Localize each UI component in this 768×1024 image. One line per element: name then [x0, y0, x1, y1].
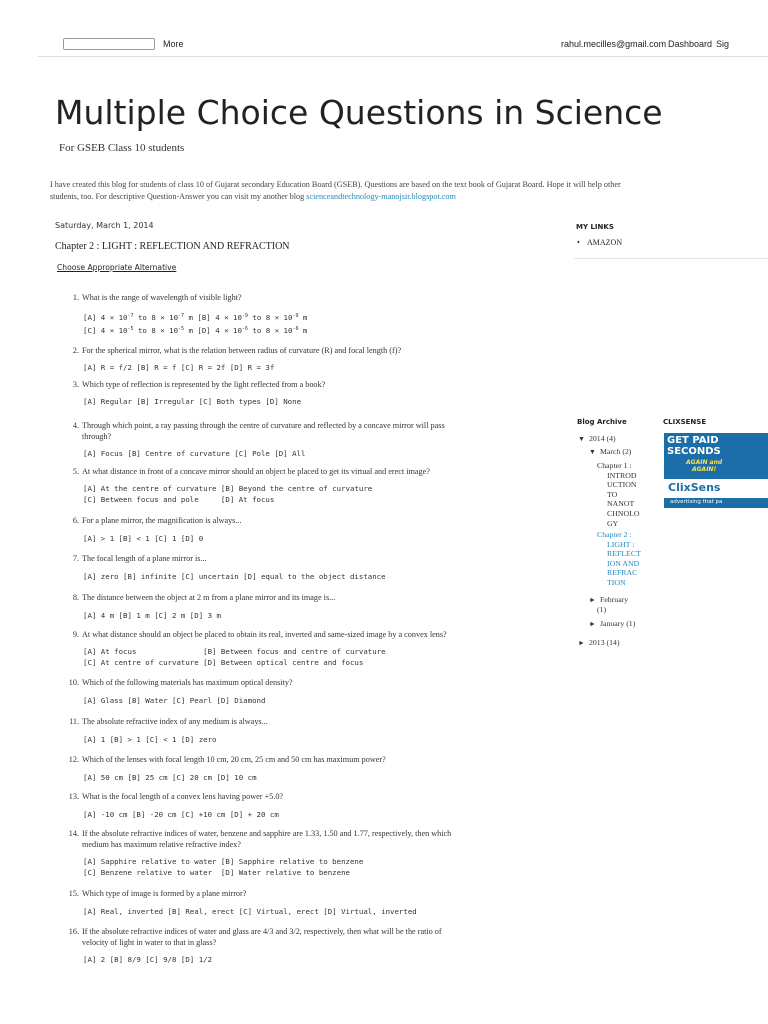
post-title[interactable]: Chapter 2 : LIGHT : REFLECTION AND REFRACTION — [55, 241, 290, 252]
question-options: [A] zero [B] infinite [C] uncertain [D] equal to the object distance — [83, 572, 386, 581]
question-item — [60, 420, 540, 460]
question-options: [A] 1 [B] > 1 [C] < 1 [D] zero — [83, 735, 217, 744]
clixsense-title: CLIXSENSE — [663, 418, 707, 426]
question-options: [A] At focus [B] Between focus and centre of curvature — [83, 647, 386, 656]
question-number: 1. — [72, 293, 79, 302]
blog-archive-title: Blog Archive — [577, 418, 627, 426]
question-item — [60, 791, 540, 821]
intro-text — [50, 179, 768, 203]
question-text: 8. The distance between the object at 2 m from a plane mirror and its image is... — [72, 593, 336, 602]
blogger-navbar — [0, 0, 768, 88]
archive-year-2014[interactable]: ▼ 2014 (4) — [578, 434, 616, 443]
question-options: [A] Real, inverted [B] Real, erect [C] Virtual, erect [D] Virtual, inverted — [83, 907, 417, 916]
question-options: [A] At the centre of curvature [B] Beyond the centre of curvature — [83, 484, 373, 493]
question-text: 9. At what distance should an object be placed to obtain its real, inverted and same-sized image by a convex lens? — [72, 630, 447, 639]
question-options: [A] Glass [B] Water [C] Pearl [D] Diamond — [83, 696, 266, 705]
sign-out-link[interactable]: Sig — [716, 39, 730, 49]
question-item — [60, 345, 540, 374]
question-text: 2. For the spherical mirror, what is the relation between radius of curvature (R) and focal length (f)? — [72, 346, 402, 355]
triangle-right-icon[interactable]: ► — [589, 596, 596, 604]
another-blog-link[interactable]: scienceandtechnology-manojsir.blogspot.com — [306, 192, 456, 201]
question-options: [A] Regular [B] Irregular [C] Both types [D] None — [83, 397, 302, 406]
archive-month-january[interactable]: ► January (1) — [589, 619, 636, 628]
link-item-amazon[interactable] — [577, 238, 622, 247]
post-subtitle: Choose Appropriate Alternative — [57, 263, 177, 272]
question-text: 3. Which type of reflection is represented by the light reflected from a book? — [72, 380, 326, 389]
question-text: 14. If the absolute refractive indices of water, benzene and sapphire are 1.33, 1.50 and 1.77, respectively, then which medium has maximum relative refractive index? — [68, 829, 452, 849]
clixsense-logo: ClixSens — [668, 481, 721, 494]
intro-line-1: I have created this blog for students of class 10 of Gujarat secondary Education Board (GSEB). Questions are based on the text book of Gujarat Board. Hope it will help other — [50, 180, 621, 189]
navbar-divider — [38, 56, 768, 57]
question-text: 12. Which of the lenses with focal length 10 cm, 20 cm, 25 cm and 50 cm has maximum power? — [68, 755, 386, 764]
question-text: 10. Which of the following materials has maximum optical density? — [68, 678, 293, 687]
user-email: rahul.mecilles@gmail.com — [561, 39, 667, 49]
dashboard-link[interactable]: Dashboard — [668, 39, 713, 49]
question-text: 16. If the absolute refractive indices of water and glass are 4/3 and 3/2, respectively, then what will be the ratio of velocity of light in water to that in glass? — [68, 927, 442, 947]
question-text: 5. At what distance in front of a concave mirror should an object be placed to get its virtual and erect image? — [72, 467, 430, 476]
question-options: [A] R = f/2 [B] R = f [C] R = 2f [D] R = 3f — [83, 363, 275, 372]
question-text: 6. For a plane mirror, the magnification is always... — [72, 516, 242, 525]
bullet-icon: • — [577, 238, 580, 247]
sidebar-divider — [574, 258, 768, 259]
question-text: 4. Through which point, a ray passing through the centre of curvature and reflected by a concave mirror will pass through? — [72, 421, 445, 441]
question-text — [60, 292, 540, 303]
archive-year-2013[interactable]: ► 2013 (14) — [578, 638, 620, 647]
link-label: AMAZON — [587, 238, 623, 247]
question-options: [A] Sapphire relative to water [B] Sapphire relative to benzene — [83, 857, 364, 866]
question-item — [60, 592, 540, 622]
question-label: What is the range of wavelength of visible light? — [82, 293, 242, 302]
question-options: [A] 4 m [B] 1 m [C] 2 m [D] 3 m — [83, 611, 221, 620]
my-links-title: MY LINKS — [576, 223, 614, 231]
archive-month-february[interactable]: ► February (1) — [589, 595, 629, 614]
archive-post-chapter-2[interactable]: Chapter 2 : LIGHT : REFLECT ION AND REFRAC TION — [597, 530, 641, 587]
question-options: [A] $4 \times 10^{-7}$ to $8 \times 10^{-7}$ m [B] $4 \times 10^{-9}$ to $8 \times 10^{-9}$ m — [83, 313, 308, 322]
question-options: [C] At centre of curvature [D] Between optical centre and focus — [83, 657, 364, 667]
question-item — [60, 515, 540, 545]
post-date: Saturday, March 1, 2014 — [55, 221, 154, 230]
question-item — [60, 888, 540, 918]
question-options: [A] -10 cm [B] -20 cm [C] +10 cm [D] + 20 cm — [83, 810, 279, 819]
question-item — [60, 629, 540, 668]
archive-month-march[interactable]: ▼ March (2) — [589, 447, 632, 456]
question-options: [C] Between focus and pole [D] At focus — [83, 494, 275, 504]
question-item — [60, 926, 540, 966]
question-item — [60, 553, 540, 583]
intro-line-2: students, too. For descriptive Question-Answer you can visit my another blog — [50, 192, 307, 201]
question-options: [C] Benzene relative to water [D] Water relative to benzene — [83, 867, 350, 877]
ad-subline: AGAIN and AGAIN! — [686, 459, 723, 473]
question-text: 13. What is the focal length of a convex lens having power +5.0? — [68, 792, 284, 801]
question-options: [C] $4 \times 10^{-5}$ to $8 \times 10^{-5}$ m [D] $4 \times 10^{-6}$ to $8 \times 10^{-6}$ m — [83, 325, 308, 335]
triangle-down-icon[interactable]: ▼ — [589, 448, 596, 456]
question-text: 11. The absolute refractive index of any medium is always... — [69, 717, 268, 726]
ad-headline: GET PAID SECONDS — [667, 435, 721, 457]
search-input[interactable] — [63, 38, 155, 50]
triangle-right-icon[interactable]: ► — [578, 639, 585, 647]
question-item — [60, 466, 540, 505]
blog-description: For GSEB Class 10 students — [59, 142, 185, 154]
triangle-right-icon[interactable]: ► — [589, 620, 596, 628]
ad-tagline: advertising that pa — [670, 499, 723, 505]
question-text: 15. Which type of image is formed by a plane mirror? — [68, 889, 247, 898]
clixsense-ad-banner[interactable] — [664, 433, 768, 508]
question-item — [60, 716, 540, 746]
question-item — [60, 292, 540, 336]
more-link[interactable]: More — [163, 39, 184, 49]
question-options: [A] 2 [B] 8/9 [C] 9/8 [D] 1/2 — [83, 955, 213, 964]
archive-post-chapter-1[interactable]: Chapter 1 : INTROD UCTION TO NANOT CHNOLO GY — [597, 461, 640, 528]
triangle-down-icon[interactable]: ▼ — [578, 435, 585, 443]
question-options: [A] 50 cm [B] 25 cm [C] 20 cm [D] 10 cm — [83, 773, 257, 782]
question-item — [60, 828, 540, 878]
question-item — [60, 677, 540, 707]
blog-title[interactable]: Multiple Choice Questions in Science — [55, 93, 663, 132]
question-item — [60, 754, 540, 784]
question-options: [A] Focus [B] Centre of curvature [C] Pole [D] All — [83, 449, 306, 458]
question-options: [A] > 1 [B] < 1 [C] 1 [D] 0 — [83, 534, 204, 543]
question-item — [60, 379, 540, 408]
question-text: 7. The focal length of a plane mirror is... — [72, 554, 207, 563]
